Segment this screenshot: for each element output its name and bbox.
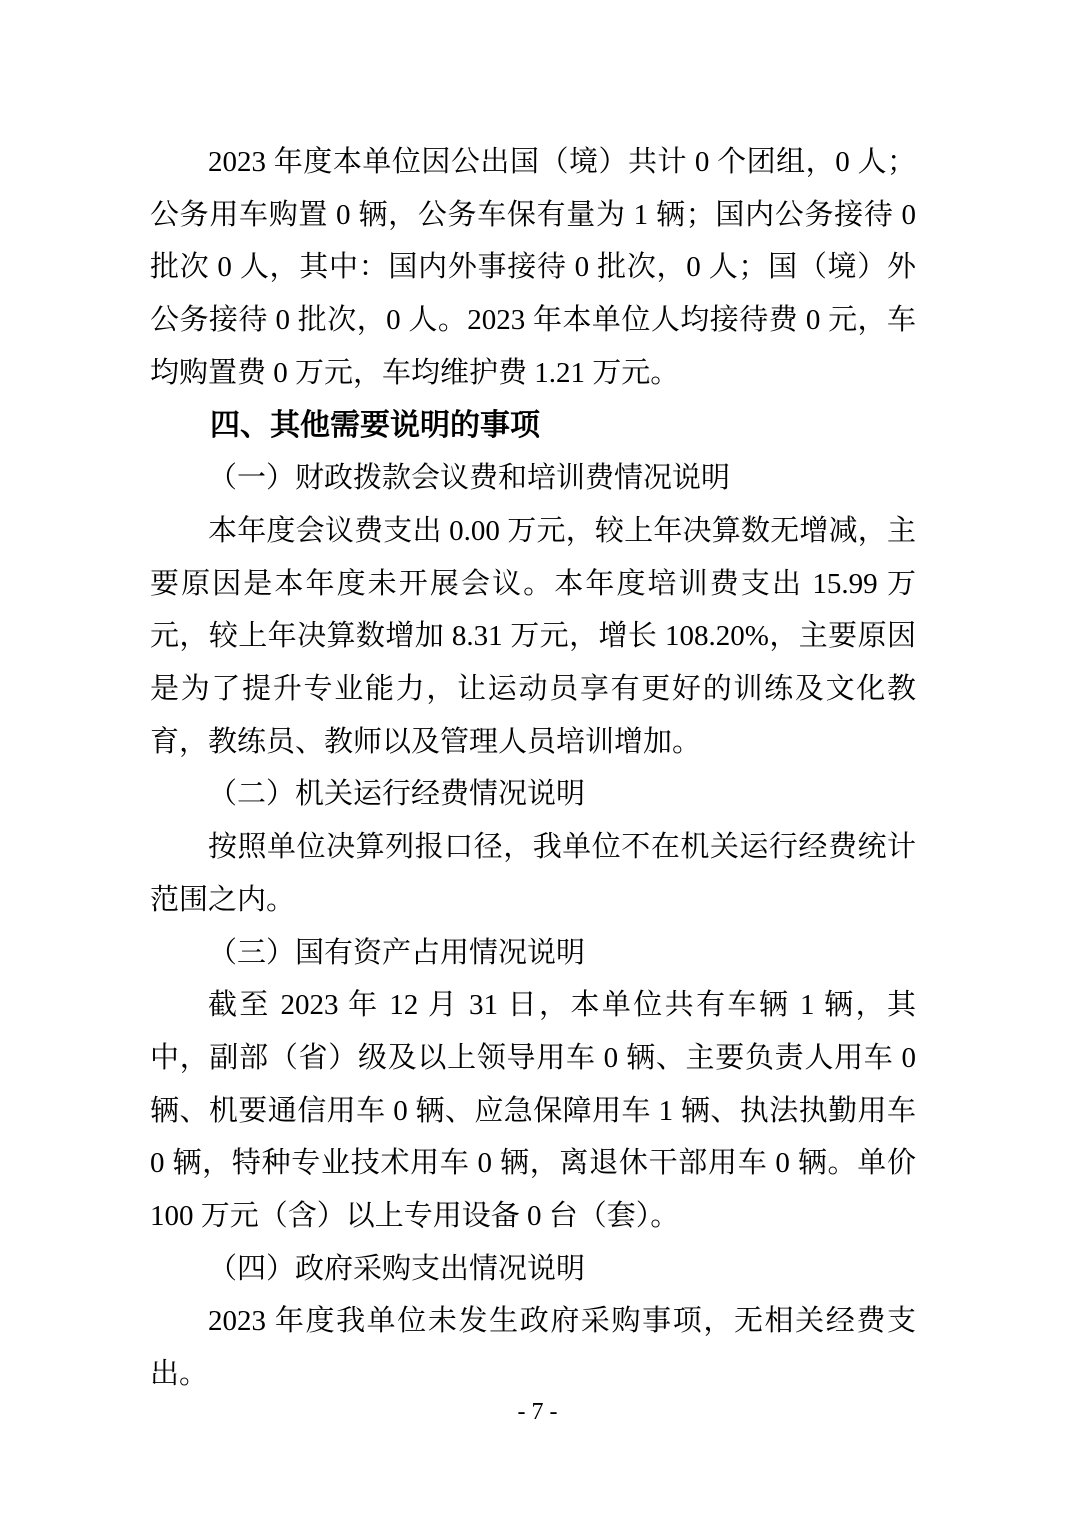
paragraph-government-procurement-details: 2023 年度我单位未发生政府采购事项，无相关经费支出。 [150, 1305, 916, 1391]
heading-subsection-3-state-assets: （三）国有资产占用情况说明 [208, 936, 586, 969]
paragraph-meeting-training-fee-details: 本年度会议费支出 0.00 万元，较上年决算数无增减，主要原因是本年度未开展会议。本年度培训费支出 15.99 万元，较上年决算数增加 8.31 万元，增长 108.20%，主要原因是为了提升专业能力，让运动员享有更好的训练及文化教育，教练员、教师以及管理人员培训增加。 [150, 514, 916, 758]
heading-subsection-1-meeting-training-fees: （一）财政拨款会议费和培训费情况说明 [208, 462, 731, 495]
document-body [150, 0, 916, 1401]
heading-section-4-other-matters: 四、其他需要说明的事项 [210, 408, 540, 442]
paragraph-agency-operating-funds-details: 按照单位决算列报口径，我单位不在机关运行经费统计范围之内。 [150, 831, 916, 916]
page-number: - 7 - [517, 1399, 558, 1425]
paragraph-travel-vehicle-reception: 2023 年度本单位因公出国（境）共计 0 个团组，0 人；公务用车购置 0 辆，公务车保有量为 1 辆；国内公务接待 0 批次 0 人，其中：国内外事接待 0 批次，0 人；国（境）外公务接待 0 批次，0 人。2023 年本单位人均接待费 0 元，车均购置费 0 万元，车均维护费 1.21 万元。 [150, 146, 916, 389]
heading-subsection-4-government-procurement: （四）政府采购支出情况说明 [208, 1252, 586, 1285]
heading-subsection-2-agency-operating-funds: （二）机关运行经费情况说明 [208, 778, 586, 811]
paragraph-state-assets-details: 截至 2023 年 12 月 31 日，本单位共有车辆 1 辆，其中，副部（省）级及以上领导用车 0 辆、主要负责人用车 0 辆、机要通信用车 0 辆、应急保障用车 1 辆、执法执勤用车 0 辆，特种专业技术用车 0 辆，离退休干部用车 0 辆。单价 100 万元（含）以上专用设备 0 台（套）。 [150, 989, 916, 1233]
